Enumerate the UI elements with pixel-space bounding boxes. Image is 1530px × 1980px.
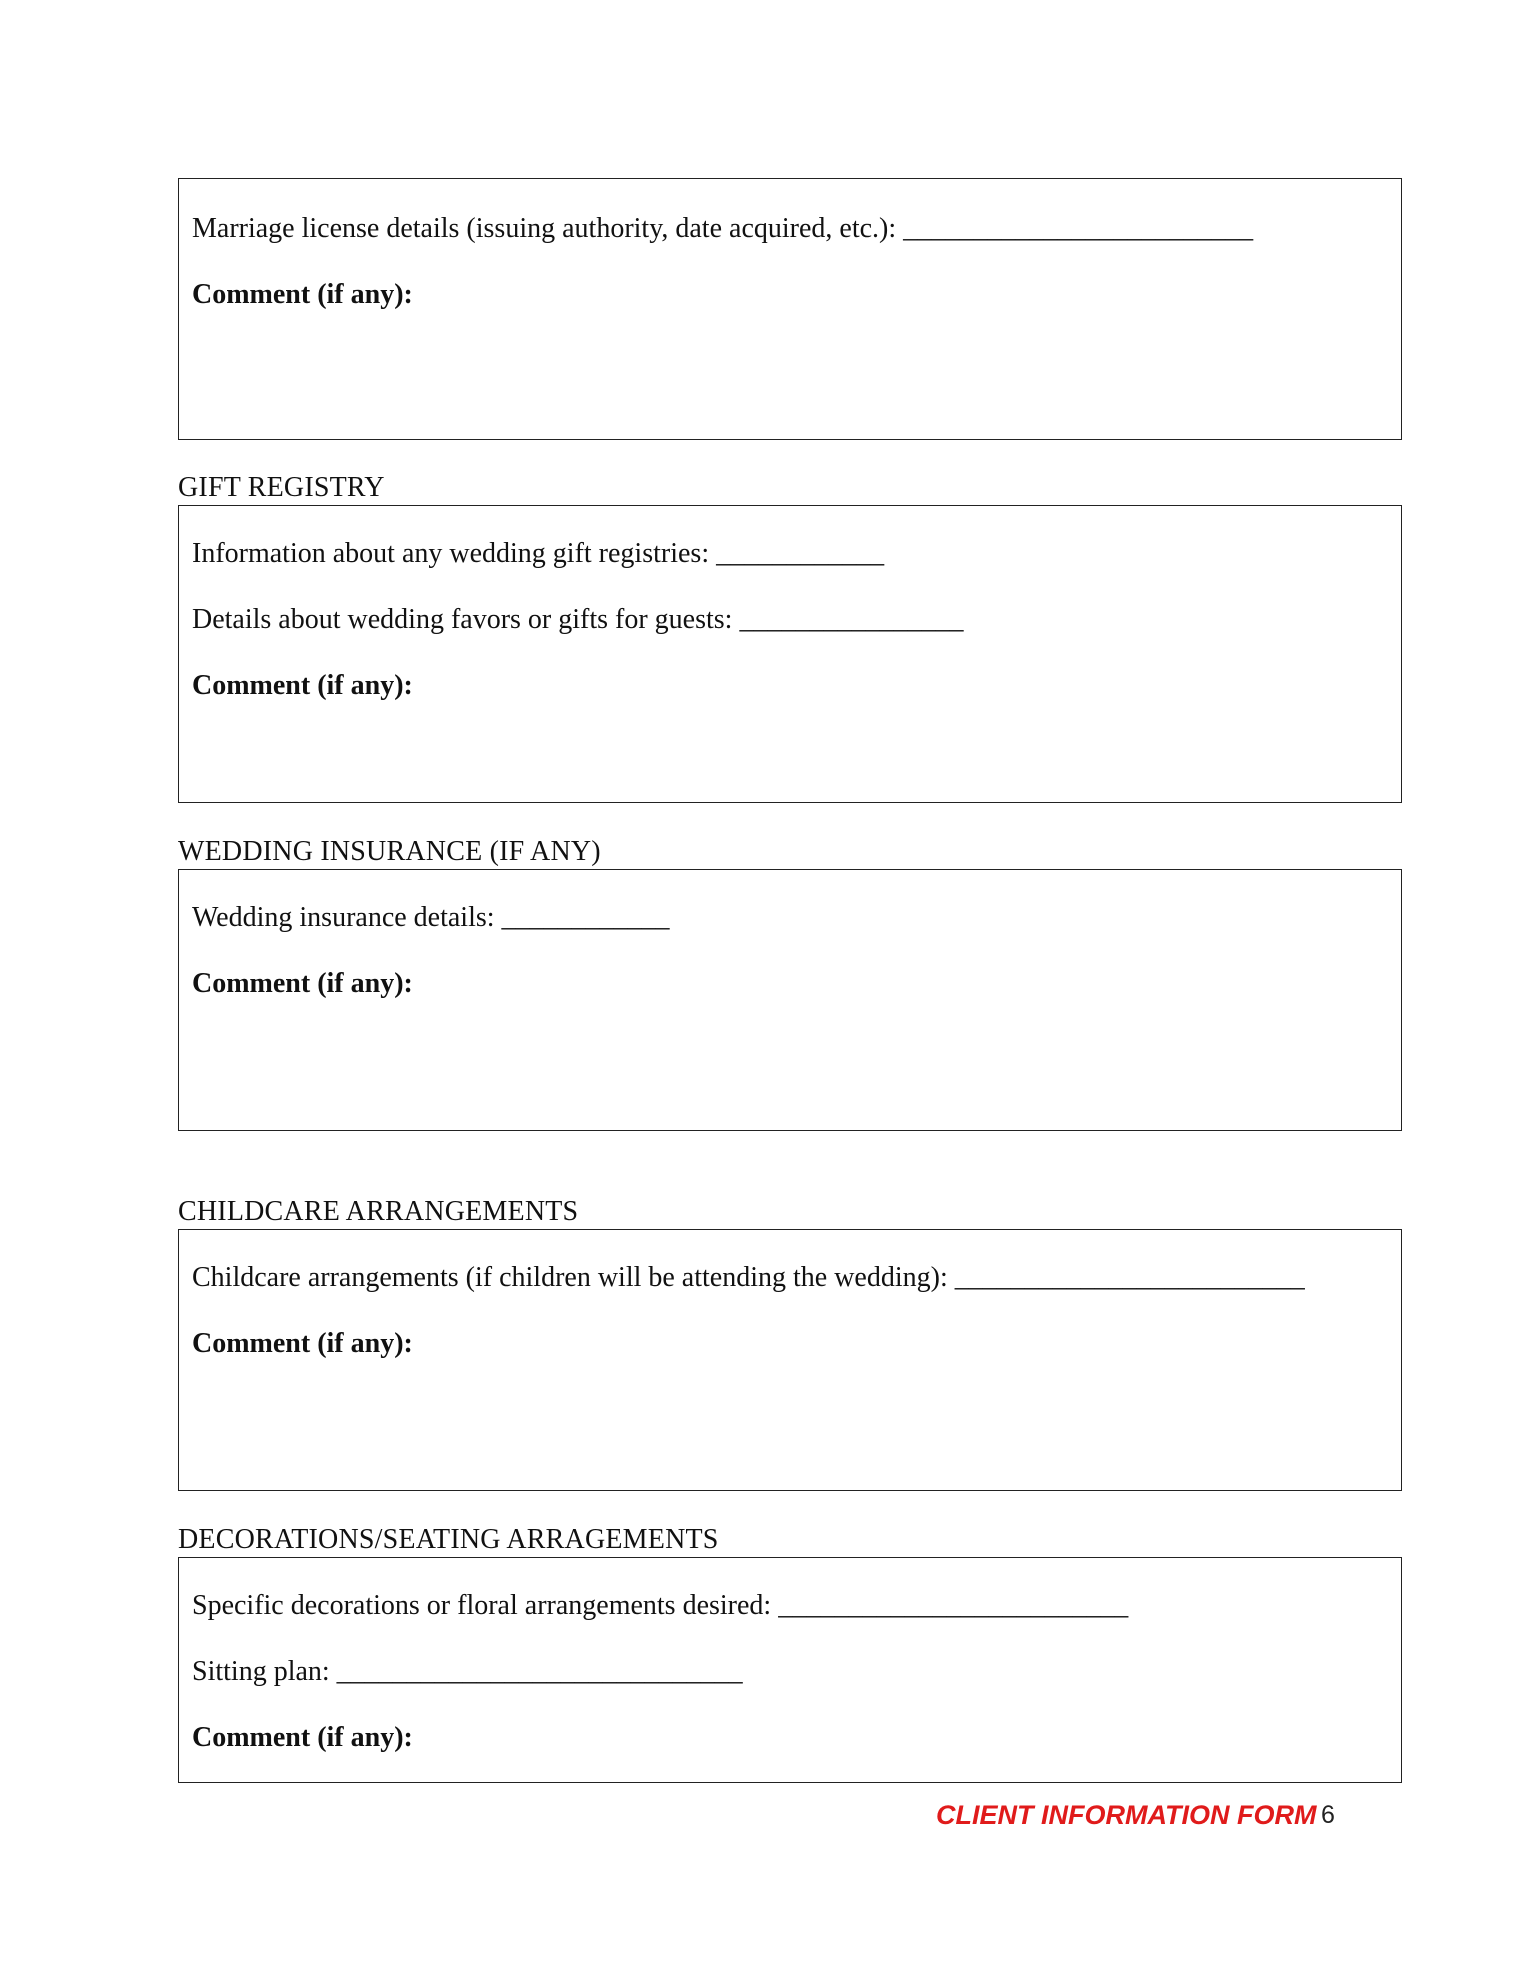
wedding-insurance-title: WEDDING INSURANCE (IF ANY) <box>178 836 601 867</box>
wedding-insurance-comment-label: Comment (if any): <box>192 968 413 999</box>
gift-registry-box <box>178 505 1402 803</box>
decorations-comment-label: Comment (if any): <box>192 1722 413 1753</box>
gift-registries-field[interactable]: Information about any wedding gift registries: ____________ <box>192 538 885 569</box>
decorations-title: DECORATIONS/SEATING ARRAGEMENTS <box>178 1524 719 1555</box>
childcare-field[interactable]: Childcare arrangements (if children will be attending the wedding): _________________________ <box>192 1262 1305 1293</box>
marriage-license-comment-label: Comment (if any): <box>192 279 413 310</box>
sitting-plan-field[interactable]: Sitting plan: _____________________________ <box>192 1656 743 1687</box>
footer-form-title: CLIENT INFORMATION FORM <box>936 1800 1317 1830</box>
wedding-favors-field[interactable]: Details about wedding favors or gifts for guests: ________________ <box>192 604 964 635</box>
childcare-box <box>178 1229 1402 1491</box>
marriage-license-field[interactable]: Marriage license details (issuing authority, date acquired, etc.): _________________________ <box>192 213 1254 244</box>
gift-registry-title: GIFT REGISTRY <box>178 472 385 503</box>
wedding-insurance-box <box>178 869 1402 1131</box>
childcare-title: CHILDCARE ARRANGEMENTS <box>178 1196 579 1227</box>
wedding-insurance-field[interactable]: Wedding insurance details: ____________ <box>192 902 670 933</box>
childcare-comment-label: Comment (if any): <box>192 1328 413 1359</box>
decorations-field[interactable]: Specific decorations or floral arrangements desired: _________________________ <box>192 1590 1129 1621</box>
gift-registry-comment-label: Comment (if any): <box>192 670 413 701</box>
page-number: 6 <box>1321 1801 1335 1829</box>
decorations-box <box>178 1557 1402 1783</box>
marriage-license-box <box>178 178 1402 440</box>
